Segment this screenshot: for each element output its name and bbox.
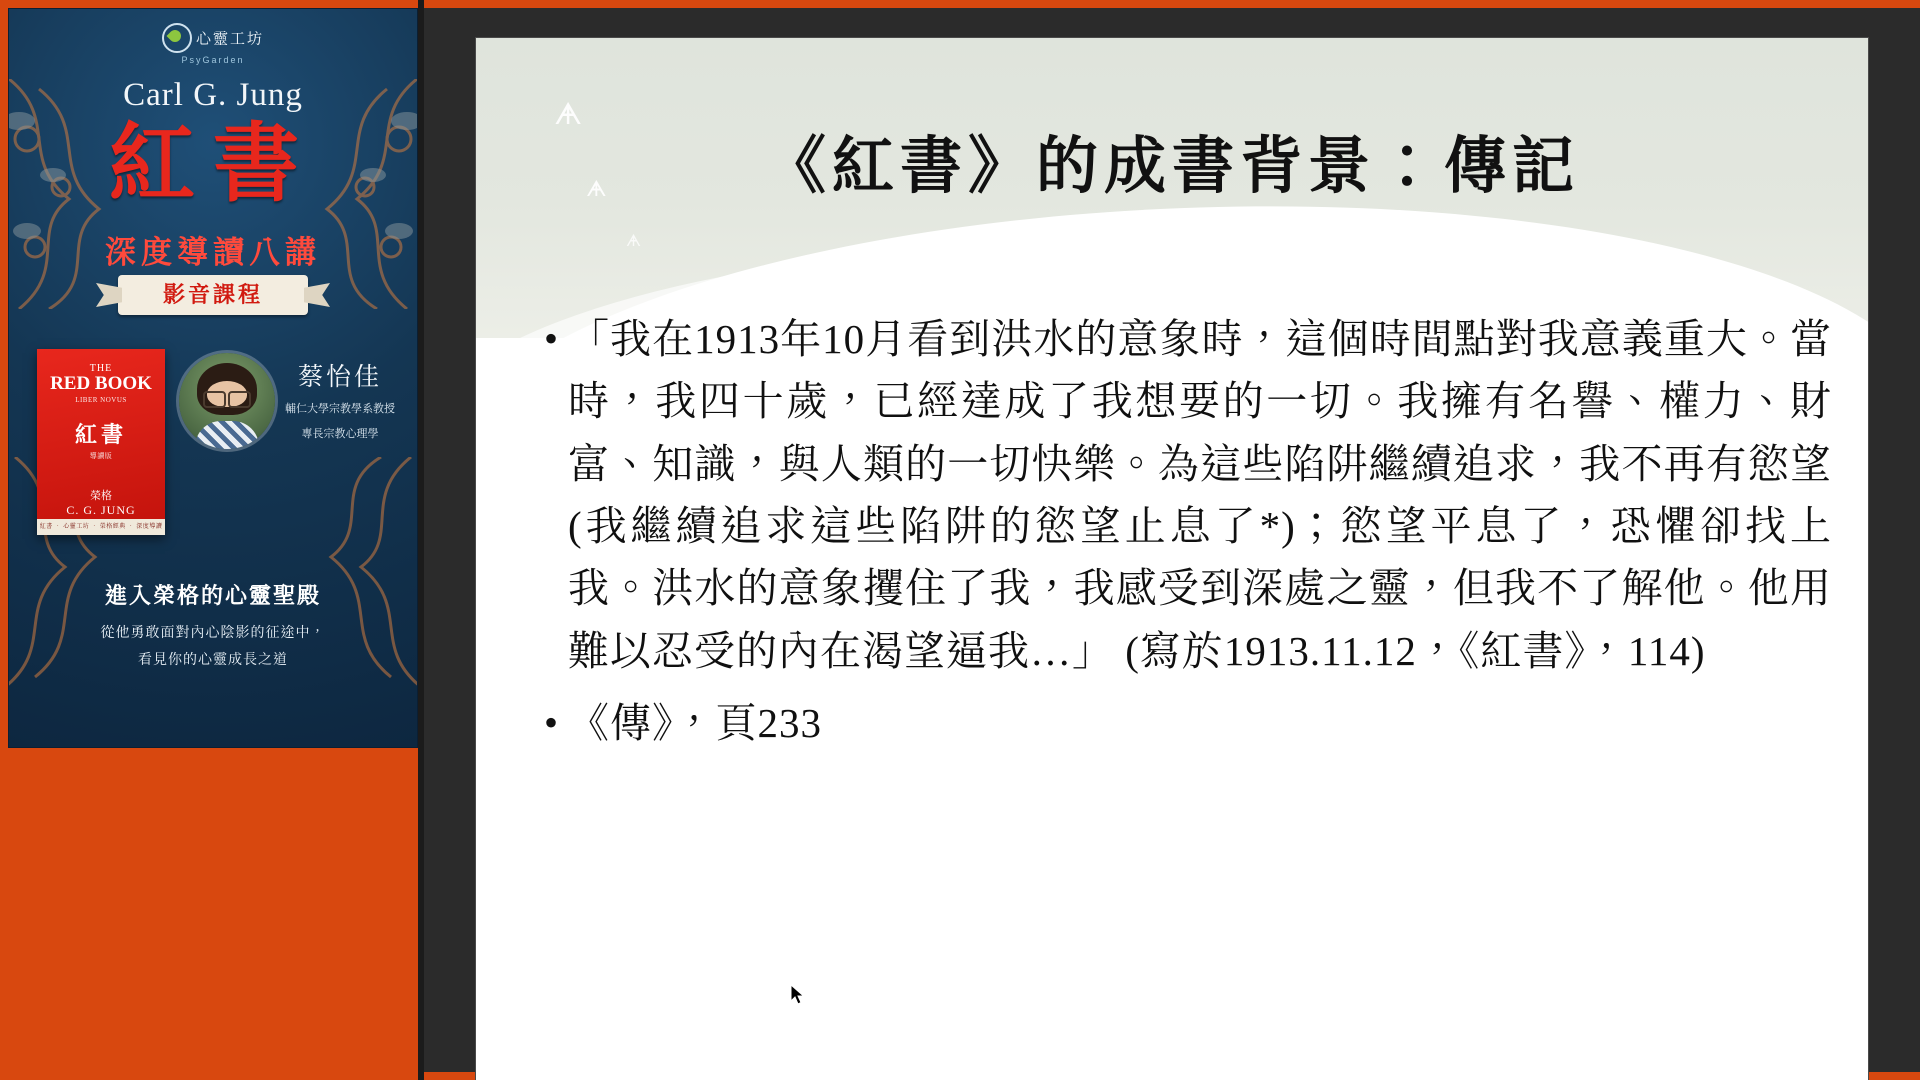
poster-tagline: 進入榮格的心靈聖殿 [104,583,321,608]
birds-icon-2: ᗗ [586,176,607,201]
course-poster [8,8,418,748]
book-edition-cn: 導讀版 [89,451,113,460]
course-promo-panel [0,0,424,1080]
ribbon-label: 影音課程 [162,282,263,307]
list-item [534,692,1832,754]
presentation-slide[interactable] [476,38,1868,1080]
book-author-en: C. G. JUNG [66,502,136,517]
seedling-logo-icon [162,23,192,53]
poster-title: 紅書 [109,116,317,212]
poster-ribbon-badge [118,275,308,315]
publisher-name-en: PsyGarden [181,55,245,65]
bullet-text: 「我在1913年10月看到洪水的意象時，這個時間點對我意義重大。當時，我四十歲，已經達成了我想要的一切。我擁有名譽、權力、財富、知識，與人類的一切快樂。為這些陷阱繼續追求，我不再有慾望(我繼續追求這些陷阱的慾望止息了*)；慾望平息了，恐懼卻找上我。洪水的意象攫住了我，我感受到深處之靈，但我不了解他。他用難以忍受的內在渴望逼我…」 (寫於1913.11.12，《紅書》，114) [568,316,1832,674]
speaker-title-2: 專長宗教心理學 [301,427,379,440]
birds-icon-3: ᗗ [626,233,642,250]
bullet-marker: • [543,316,558,361]
bullet-marker: • [543,699,558,745]
publisher-logo [9,23,417,65]
speaker-name: 蔡怡佳 [297,364,382,391]
book-author [43,487,159,518]
book-the-label: THE [89,363,113,374]
mouse-pointer-icon [790,984,806,1006]
poster-author: Carl G. Jung [123,77,303,113]
birds-icon-1: ᗗ [554,98,583,131]
page-title: 《紅書》的成書背景：傳記 [763,133,1580,201]
book-title-cn: 紅書 [74,421,127,447]
portrait-body [195,421,259,449]
slide-viewer[interactable] [424,8,1920,1072]
glasses-icon [203,391,251,404]
book-title-en: RED BOOK [50,373,152,394]
speaker-info [281,357,399,442]
poster-subtitle: 深度導讀八講 [105,235,321,270]
book-author-cn: 榮格 [90,489,112,502]
slide-content [534,308,1832,764]
book-cover-thumbnail [37,349,165,535]
avatar [179,353,275,449]
poster-blurb-line-2: 看見你的心靈成長之道 [138,652,288,668]
publisher-name-cn: 心靈工坊 [195,30,264,48]
list-item [534,308,1832,682]
poster-blurb-line-1: 從他勇敢面對內心陰影的征途中， [100,626,326,641]
book-subtitle-en: LIBER NOVUS [75,395,127,404]
poster-blurb [9,621,417,674]
window-top-accent-strip [424,0,1920,8]
bullet-text: 《傳》，頁233 [568,699,822,746]
speaker-title-1: 輔仁大學宗教學系教授 [285,403,395,415]
book-footer-strip: 紅書 ‧ 心靈工坊 ‧ 榮格經典 ‧ 深度導讀 [37,519,165,535]
